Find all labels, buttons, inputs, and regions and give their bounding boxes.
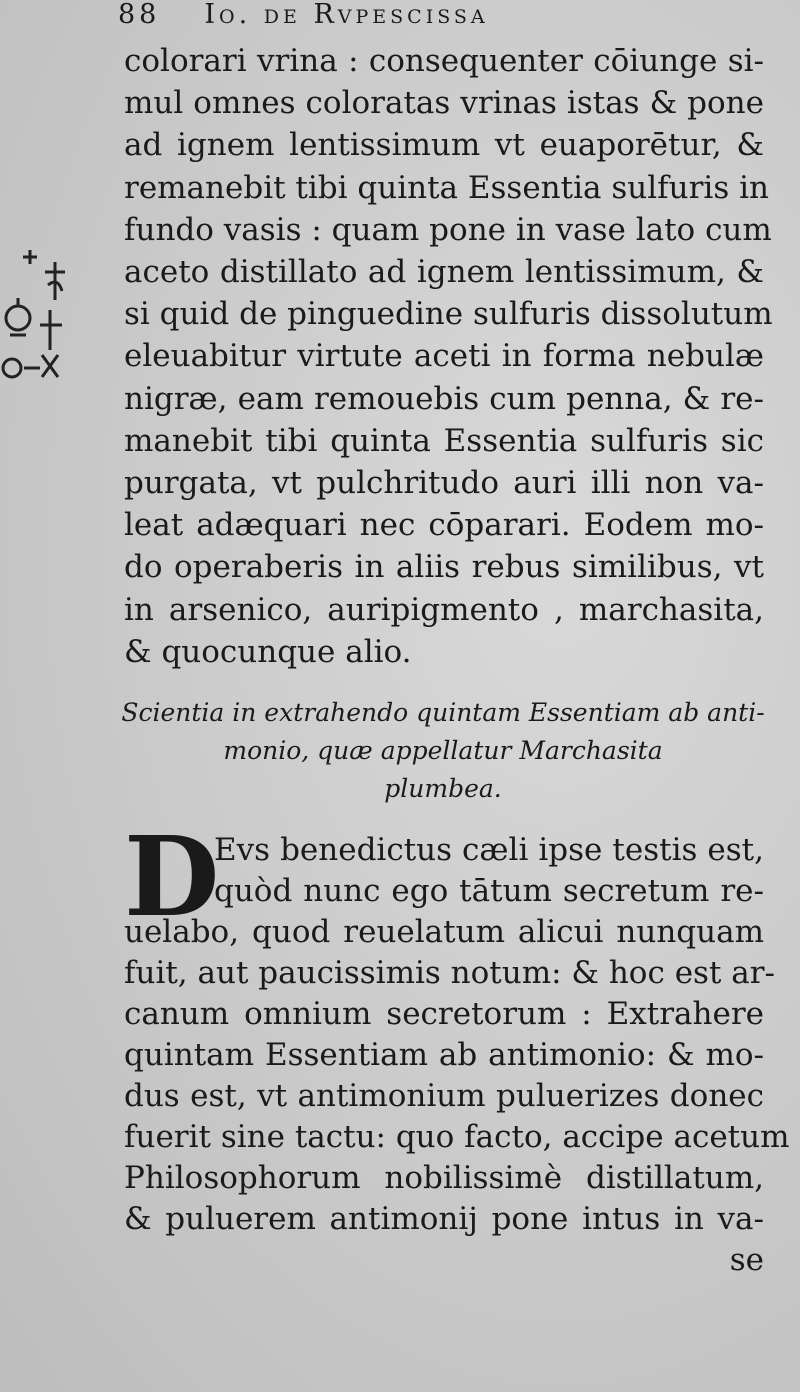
text-line: mul omnes coloratas vrinas istas & pone — [124, 85, 764, 122]
text-line: ad ignem lentissimum vt euaporētur, & — [124, 127, 764, 164]
paragraph-continuation — [124, 40, 773, 673]
text-line: nigræ, eam remouebis cum penna, & re- — [124, 380, 764, 417]
text-line: fuit, aut paucissimis notum: & hoc est ar- — [124, 955, 776, 991]
heading-line: Scientia in extrahendo quintam Essentiam ab anti- — [121, 698, 765, 727]
text-line: remanebit tibi quinta Essentia sulfuris in — [124, 169, 769, 206]
heading-line: plumbea. — [384, 774, 502, 803]
text-line: dus est, vt antimonium puluerizes donec — [124, 1078, 764, 1114]
running-title: Io. de Rvpescissa — [204, 0, 489, 30]
text-line: Philosophorum nobilissimè distillatum, — [124, 1160, 764, 1196]
running-head — [118, 0, 489, 30]
drop-capital: D — [124, 812, 220, 941]
text-line: purgata, vt pulchritudo auri illi non va- — [124, 465, 764, 502]
text-line: leat adæquari nec cōparari. Eodem mo- — [124, 507, 764, 544]
heading-line: monio, quæ appellatur Marchasita — [223, 736, 663, 765]
text-line: fuerit sine tactu: quo facto, accipe acetum — [124, 1119, 790, 1155]
text-line: do operaberis in aliis rebus similibus, vt — [124, 549, 764, 586]
text-line: in arsenico, auripigmento , marchasita, — [124, 591, 764, 628]
text-line: Evs benedictus cæli ipse testis est, — [214, 832, 764, 868]
text-line: aceto distillato ad ignem lentissimum, & — [124, 254, 764, 291]
text-line: quòd nunc ego tātum secretum re- — [214, 873, 764, 909]
page-number: 88 — [118, 0, 161, 30]
text-line: manebit tibi quinta Essentia sulfuris sic — [124, 422, 764, 459]
text-line: eleuabitur virtute aceti in forma nebulæ — [124, 338, 764, 375]
text-line: quintam Essentiam ab antimonio: & mo- — [124, 1037, 764, 1073]
text-line: colorari vrina : consequenter cōiunge si- — [124, 43, 764, 79]
text-line: & puluerem antimonij pone intus in va- — [124, 1201, 764, 1237]
text-line: uelabo, quod reuelatum alicui nunquam — [124, 914, 764, 950]
text-line: si quid de pinguedine sulfuris dissolutum — [124, 296, 773, 333]
text-line: & quocunque alio. — [124, 633, 412, 670]
marginal-alchemical-symbols — [0, 240, 70, 400]
text-line: canum omnium secretorum : Extrahere — [124, 996, 764, 1032]
text-line: fundo vasis : quam pone in vase lato cum — [124, 211, 772, 248]
section-heading — [118, 694, 768, 808]
chapter-text — [124, 812, 790, 1281]
catchword: se — [729, 1242, 764, 1278]
